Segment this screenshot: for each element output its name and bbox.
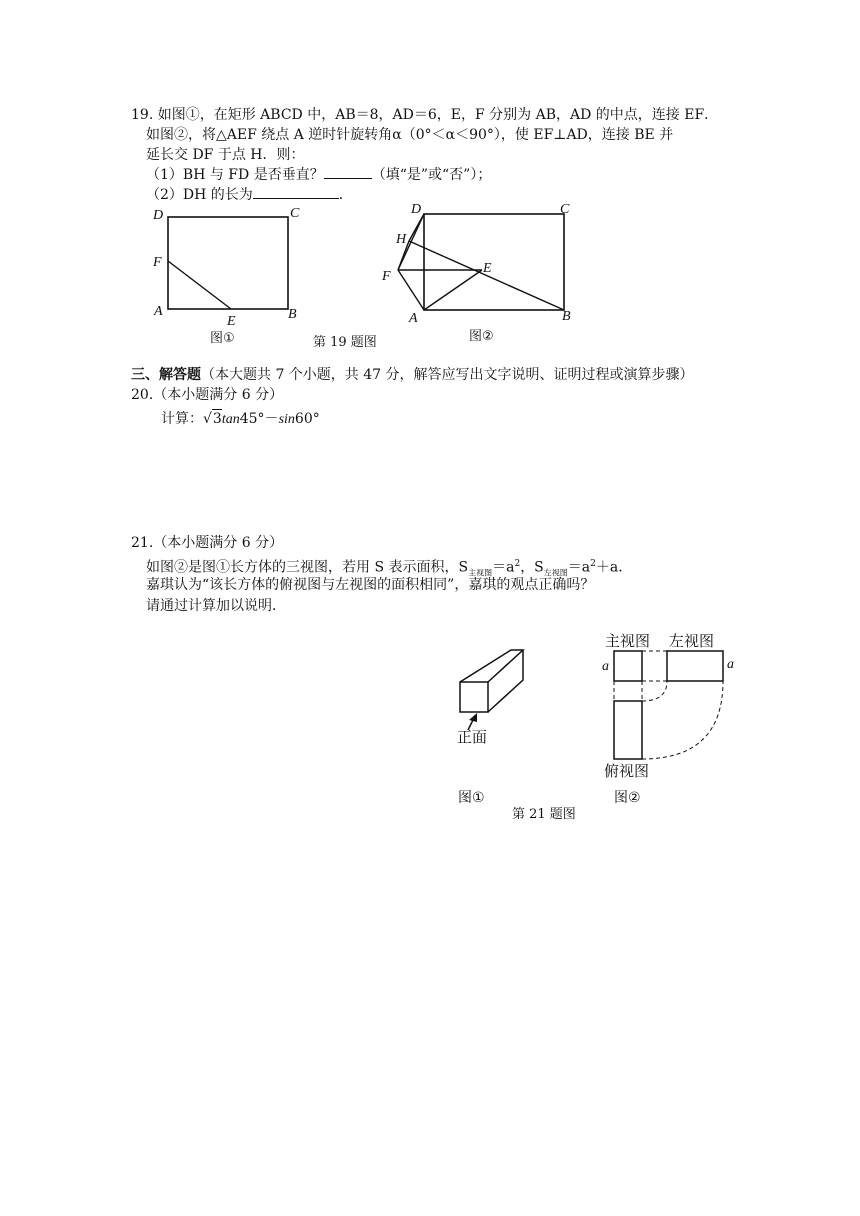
q21-sup-1: 2 xyxy=(514,559,521,569)
label-h: H xyxy=(396,232,407,247)
q19-line-1: 19. 如图①，在矩形 ABCD 中，AB＝8，AD＝6，E，F 分别为 AB，AD 的中点，连接 EF． xyxy=(131,107,719,123)
q21-line-1-e: ＋a． xyxy=(595,559,633,576)
q20-angle-2: 60° xyxy=(294,411,320,427)
main-view-label: 主视图 xyxy=(605,632,651,650)
q21-sub-main: 主视图 xyxy=(468,568,493,578)
label-a: A xyxy=(409,311,418,326)
q19-part-1-hint: （填“是”或“否”）； xyxy=(371,167,492,183)
q21-line-2: 嘉琪认为“该长方体的俯视图与左视图的面积相同”，嘉琪的观点正确吗？ xyxy=(146,577,595,593)
label-a: A xyxy=(154,304,163,319)
top-view-rect xyxy=(614,701,642,759)
label-e: E xyxy=(483,261,492,276)
q20-calc-label: 计算： xyxy=(161,411,203,427)
q21-sub-left: 左视图 xyxy=(543,568,568,578)
label-e: E xyxy=(227,314,236,329)
segment-ef xyxy=(168,261,231,309)
label-b: B xyxy=(288,307,297,322)
label-b: B xyxy=(562,309,571,324)
arrow-head-icon xyxy=(469,713,477,722)
label-c: C xyxy=(560,202,570,217)
q19-part-1-text: （1）BH 与 FD 是否垂直？ xyxy=(146,167,324,183)
figure-2-caption: 图② xyxy=(469,329,494,344)
label-d: D xyxy=(153,208,164,223)
q19-line-3: 延长交 DF 于点 H．则： xyxy=(146,147,305,163)
left-view-label: 左视图 xyxy=(669,632,715,650)
segment-af xyxy=(398,270,424,310)
q21-caption: 第 21 题图 xyxy=(512,807,576,822)
q21-line-1-c: ，S xyxy=(520,559,544,576)
left-view-rect xyxy=(667,651,723,681)
q21-line-1-a: 如图②是图①长方体的三视图，若用 S 表示面积，S xyxy=(146,559,469,576)
figure-2-caption: 图② xyxy=(614,790,641,806)
label-d: D xyxy=(411,202,422,217)
figure-1-caption: 图① xyxy=(458,790,485,806)
q19-caption: 第 19 题图 xyxy=(313,335,377,350)
q21-figure-2 xyxy=(598,630,758,810)
main-view-rect xyxy=(614,651,642,681)
q21-heading: 21.（本小题满分 6 分） xyxy=(131,535,284,551)
q19-line-2: 如图②，将△AEF 绕点 A 逆时针旋转角α（0°＜α＜90°），使 EF⊥AD，连接 BE 并 xyxy=(146,127,674,143)
dimension-a-main: a xyxy=(602,659,609,674)
q20-angle-1: 45°－ xyxy=(239,411,279,427)
q19-part-2-text: （2）DH 的长为 xyxy=(146,187,253,203)
dashed-arc-large xyxy=(642,681,723,759)
dimension-a-left: a xyxy=(727,657,734,672)
cuboid-front-face xyxy=(460,682,488,712)
segment-ae xyxy=(424,270,482,310)
q19-answer-blank-1[interactable] xyxy=(324,166,372,179)
dashed-arc-small xyxy=(642,681,667,701)
figure-1-caption: 图① xyxy=(210,331,235,346)
q20-sin: sin xyxy=(278,412,295,427)
section-3-description: （本大题共 7 个小题，共 47 分，解答应写出文字说明、证明过程或演算步骤） xyxy=(201,367,694,383)
rect-abcd xyxy=(168,217,288,309)
q21-line-3: 请通过计算加以说明． xyxy=(146,598,286,614)
q21-line-1-b: ＝a xyxy=(492,559,515,576)
q21-line-1-d: ＝a xyxy=(567,559,591,576)
cuboid-right-face xyxy=(488,650,523,712)
q20-expression xyxy=(161,409,320,429)
q19-part-1 xyxy=(146,166,491,184)
label-f: F xyxy=(153,255,162,270)
q19-answer-blank-2[interactable] xyxy=(253,186,339,199)
sqrt-icon: √ xyxy=(203,411,212,427)
q19-figure-1 xyxy=(140,200,320,350)
front-label: 正面 xyxy=(457,728,488,746)
q19-part-2-end: ． xyxy=(338,187,353,203)
q20-radicand: 3 xyxy=(212,411,222,427)
q21-figure-1 xyxy=(450,640,540,810)
cuboid-top-face xyxy=(460,650,523,682)
top-view-label: 俯视图 xyxy=(604,762,650,780)
q20-heading: 20.（本小题满分 6 分） xyxy=(131,387,284,403)
section-3-title: 三、解答题 xyxy=(131,367,201,383)
label-f: F xyxy=(382,269,391,284)
q20-tan: tan xyxy=(221,412,240,427)
q19-figure-2 xyxy=(378,198,588,348)
section-3-heading xyxy=(131,366,694,384)
label-c: C xyxy=(290,206,300,221)
q21-sup-2: 2 xyxy=(590,559,596,569)
